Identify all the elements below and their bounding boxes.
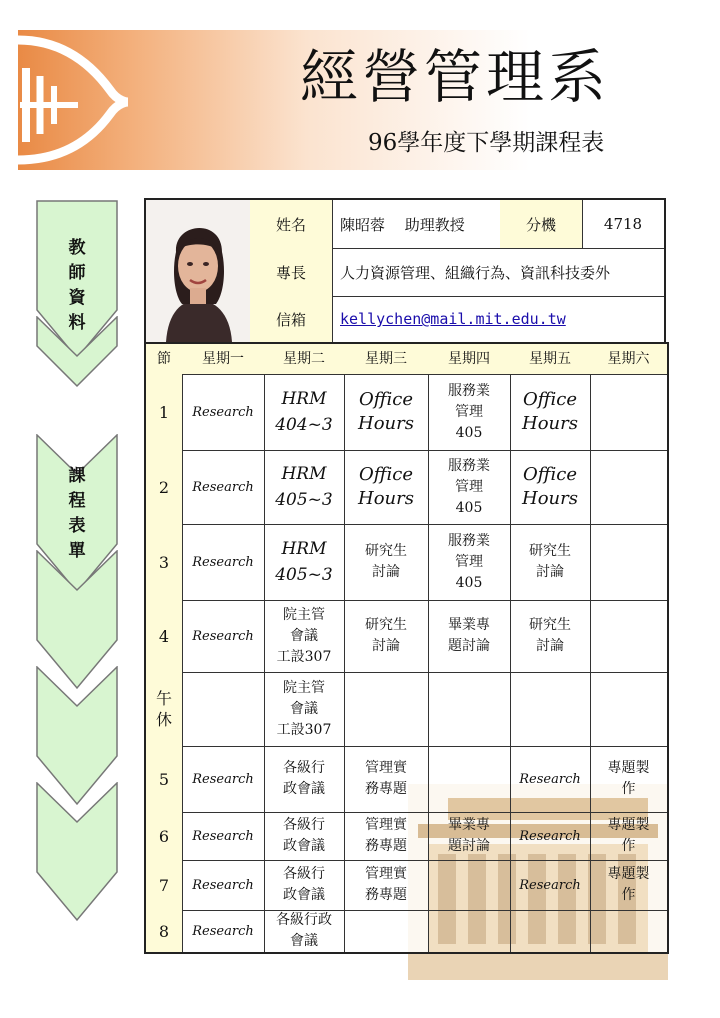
sidebar-arrow-1 (36, 316, 118, 388)
schedule-cell: HRM 405~3 (275, 464, 333, 510)
column-header: 節 (146, 344, 182, 374)
sidebar-arrow-4 (36, 782, 118, 922)
schedule-cell: 畢業專 題討論 (448, 817, 490, 854)
schedule-cell: 管理實 務專題 (365, 866, 407, 903)
schedule-cell (510, 672, 590, 746)
period-cell: 3 (146, 524, 182, 600)
specialty-label: 專長 (250, 248, 332, 296)
period-cell: 7 (146, 860, 182, 910)
schedule-cell: Research (192, 554, 254, 570)
schedule-cell: 研究生 討論 (365, 543, 407, 580)
schedule-cell: 專題製 作 (607, 866, 650, 903)
column-header: 星期四 (428, 344, 510, 374)
schedule-cell: 各級行 政會議 (283, 760, 325, 797)
column-header: 星期五 (510, 344, 590, 374)
schedule-cell (428, 746, 510, 812)
schedule-cell (428, 672, 510, 746)
sidebar-label-schedule: 課 程 表 單 (68, 466, 86, 561)
specialty-value: 人力資源管理、組織行為、資訊科技委外 (340, 263, 611, 282)
schedule-cell: 研究生 討論 (365, 617, 407, 654)
name-label: 姓名 (250, 200, 332, 248)
schedule-cell: 服務業 管理 405 (448, 382, 490, 441)
period-cell: 8 (146, 910, 182, 952)
schedule-cell (590, 600, 667, 672)
schedule-cell (590, 524, 667, 600)
schedule-cell: 畢業專 題討論 (448, 617, 490, 654)
extension-value: 4718 (603, 215, 643, 233)
schedule-cell (344, 910, 428, 952)
schedule-cell (510, 910, 590, 952)
email-label: 信箱 (250, 296, 332, 342)
schedule-cell: 管理實 務專題 (365, 760, 407, 797)
schedule-cell: 管理實 務專題 (365, 817, 407, 854)
schedule-cell (182, 672, 264, 746)
schedule-subtitle: 96學年度下學期課程表 (368, 130, 605, 156)
schedule-cell: Research (192, 628, 254, 644)
schedule-cell: Office Hours (358, 464, 414, 509)
schedule-cell: Research (519, 828, 581, 844)
department-logo (18, 30, 128, 170)
column-header: 星期六 (590, 344, 667, 374)
schedule-cell: 專題製 作 (607, 817, 650, 854)
email-link[interactable]: kellychen@mail.mit.edu.tw (340, 310, 566, 328)
schedule-cell (344, 672, 428, 746)
schedule-cell: 研究生 討論 (529, 543, 571, 580)
column-header: 星期二 (264, 344, 344, 374)
column-header: 星期三 (344, 344, 428, 374)
schedule-cell: 院主管 會議 工設307 (276, 606, 332, 665)
schedule-cell (590, 672, 667, 746)
schedule-cell: Research (192, 877, 254, 893)
schedule-cell: Research (192, 404, 254, 420)
period-cell: 午 休 (146, 672, 182, 746)
teacher-photo (146, 200, 251, 342)
email-cell (340, 296, 660, 342)
schedule-cell: 服務業 管理 405 (448, 532, 490, 591)
schedule-table (144, 342, 669, 954)
department-title: 經營管理系 (300, 43, 611, 111)
schedule-cell: Research (519, 877, 581, 893)
schedule-cell: 各級行政 會議 (276, 912, 332, 949)
period-cell: 6 (146, 812, 182, 860)
schedule-cell: Office Hours (522, 389, 578, 434)
schedule-cell (428, 910, 510, 952)
period-cell: 5 (146, 746, 182, 812)
schedule-cell: Office Hours (522, 464, 578, 509)
schedule-cell: HRM 404~3 (275, 389, 333, 435)
schedule-cell: 各級行 政會議 (283, 817, 325, 854)
schedule-cell: Research (192, 771, 254, 787)
period-cell: 1 (146, 374, 182, 450)
schedule-cell: 服務業 管理 405 (448, 457, 490, 516)
schedule-cell: 各級行 政會議 (283, 866, 325, 903)
schedule-cell: Office Hours (358, 389, 414, 434)
name-value: 陳昭蓉 助理教授 (340, 215, 465, 234)
schedule-cell: 院主管 會議 工設307 (276, 679, 332, 738)
schedule-cell (590, 374, 667, 450)
schedule-cell: Research (192, 828, 254, 844)
period-cell: 2 (146, 450, 182, 524)
period-cell: 4 (146, 600, 182, 672)
schedule-cell: HRM 405~3 (275, 539, 333, 585)
schedule-cell: Research (192, 923, 254, 939)
schedule-cell: 研究生 討論 (529, 617, 571, 654)
extension-label: 分機 (500, 200, 582, 248)
schedule-cell (590, 450, 667, 524)
teacher-info-box (144, 198, 666, 344)
schedule-cell: 專題製 作 (607, 760, 650, 797)
schedule-cell (428, 860, 510, 910)
schedule-cell: Research (519, 771, 581, 787)
schedule-cell (590, 910, 667, 952)
schedule-cell: Research (192, 479, 254, 495)
column-header: 星期一 (182, 344, 264, 374)
sidebar-label-teacher-info: 教 師 資 料 (68, 238, 86, 333)
